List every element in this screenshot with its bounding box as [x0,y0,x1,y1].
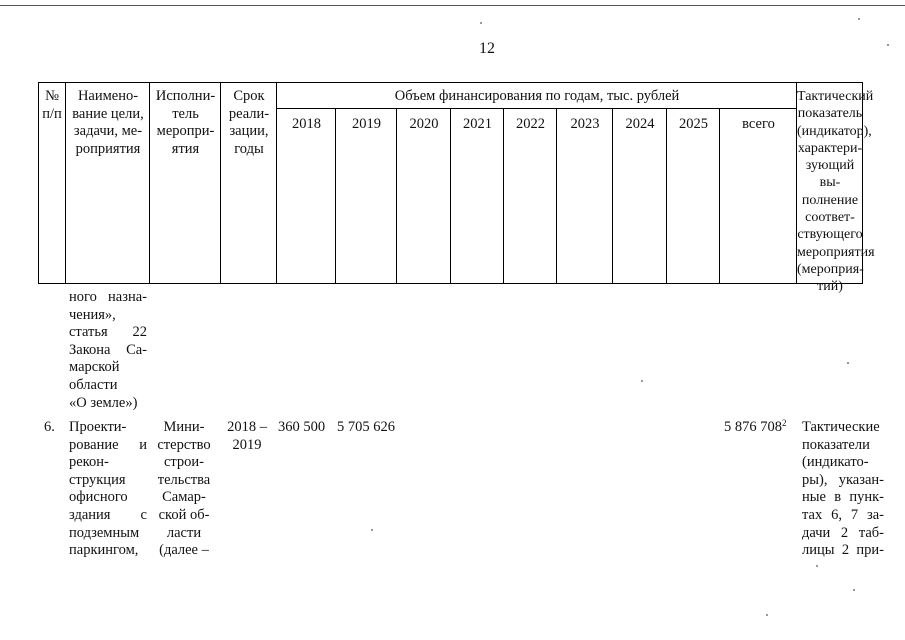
table-header [38,82,875,295]
col-year: 2024 [625,116,655,132]
text-line: ской об- [158,506,210,523]
text-line: статья 22 [69,324,147,341]
border-line [612,108,613,283]
scan-speck [858,18,860,20]
value-2018: 360 500 [278,419,326,435]
border-line [335,108,336,283]
scan-speck [847,362,849,364]
row-term [222,419,272,454]
col-year: 2019 [352,116,381,132]
scan-speck [887,44,889,46]
row-name [69,419,147,560]
scan-speck [853,589,855,591]
border-line [276,108,796,109]
text-line: показатели [802,436,870,453]
text-line: ры), указан- [802,471,884,488]
text-line: тельства [157,471,211,488]
col-year: 2018 [292,116,321,132]
text-line: подземным [69,524,140,541]
border-line [666,108,667,283]
text-line: 2018 – [227,419,267,435]
row-executor [152,419,216,560]
col-term: Срок реали- зации, годы [228,88,270,157]
continuation-text [69,289,147,412]
value-total [724,419,787,437]
scan-speck [480,22,482,24]
col-year: 2023 [570,116,600,132]
scan-speck [816,565,818,567]
col-total: всего [742,116,775,132]
scan-speck [371,529,373,531]
footnote-mark: 2 [782,418,787,428]
total-amount: 5 876 708 [724,419,782,435]
text-line: (далее – [159,542,209,559]
text-line: Мини- [163,419,205,435]
text-line: рекон- [69,454,109,471]
border-line [503,108,504,283]
text-line: рование и [69,436,147,453]
text-line: Самар- [162,489,206,506]
row-number: 6. [44,419,55,435]
col-year: 2020 [409,116,439,132]
text-line: струкция [69,471,126,488]
col-year: 2022 [516,116,545,132]
text-line: здания с [69,506,147,523]
col-funding-title: Объем финансирования по годам, тыс. рублей [394,88,680,104]
border-line [556,108,557,283]
text-line: ные в пунк- [802,489,884,506]
text-line: (индикато- [802,454,869,471]
col-year: 2021 [463,116,492,132]
scan-speck [641,380,643,382]
text-line: «О земле») [69,394,138,411]
row-indicator [802,419,884,560]
text-line: дачи 2 таб- [802,524,884,541]
border-line [396,108,397,283]
text-line: чения», [69,306,116,323]
text-line: Проекти- [69,419,127,435]
border-line [450,108,451,283]
text-line: ласти [166,524,202,541]
col-executor: Исполни- тель меропри- ятия [155,88,216,157]
border-line [719,108,720,283]
scan-speck [766,614,768,616]
text-line: лицы 2 при- [802,542,884,559]
value-2019: 5 705 626 [337,419,395,435]
top-rule [0,5,905,6]
text-line: тах 6, 7 за- [802,506,884,523]
page-number: 12 [479,40,495,57]
text-line: офисного [69,489,128,506]
text-line: Тактические [802,419,880,435]
text-line: стерство [157,436,211,453]
text-line: Закона Са- [69,341,147,358]
text-line: строи- [163,454,205,471]
col-year: 2025 [679,116,708,132]
col-name: Наимено- вание цели, задачи, ме- роприятия [72,88,144,157]
text-line: 2019 [232,436,262,453]
text-line: марской [69,359,120,376]
text-line: паркингом, [69,542,139,559]
col-num: № п/п [42,88,62,122]
text-line: ного назна- [69,289,147,305]
col-indicator: Тактический показатель (индикатор), характери- зующий вы- полнение соответ- ствующего мероприятия (мероприя- тий) [797,89,875,295]
text-line: области [69,376,118,393]
